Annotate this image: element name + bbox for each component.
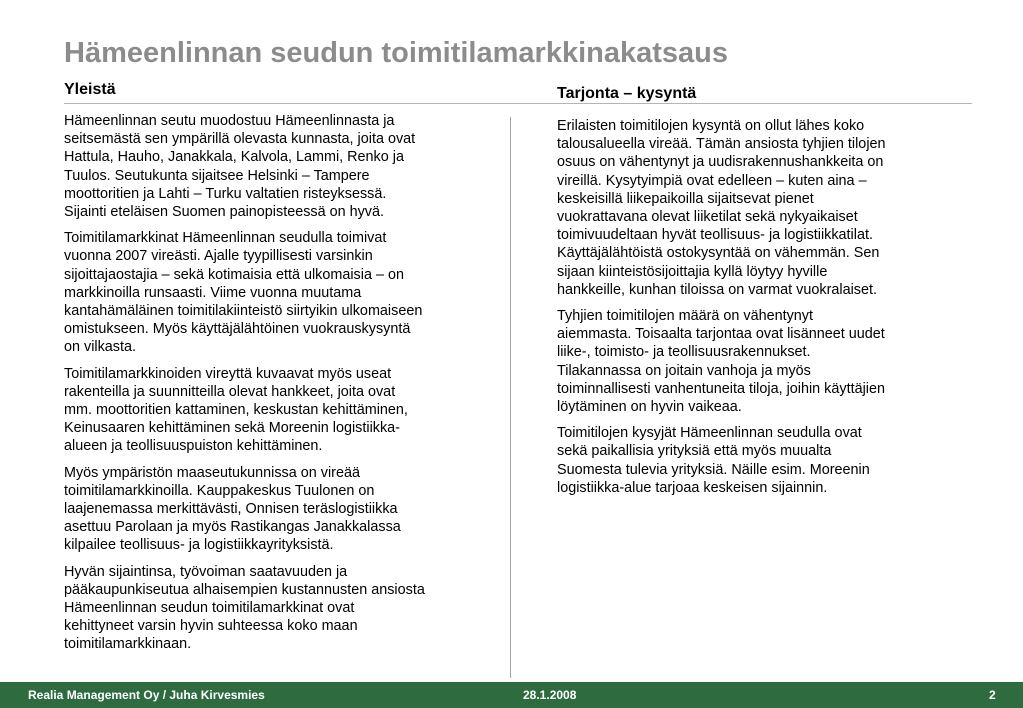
text-line: alueen ja teollisuuspuiston kehittäminen. xyxy=(64,438,323,455)
text-line: omistukseen. Myös käyttäjälähtöinen vuokrauskysyntä xyxy=(64,321,411,338)
text-line: Erilaisten toimitilojen kysyntä on ollut lähes koko xyxy=(557,118,865,134)
text-line: kehittyneet varsin hyvin suhteessa koko maan xyxy=(64,618,358,635)
footer-date: 28.1.2008 xyxy=(523,688,577,702)
heading-rule xyxy=(64,103,972,104)
text-line: toimitilamarkkinoilla. Kauppakeskus Tuulonen on xyxy=(64,482,375,499)
text-line: toimitilamarkkinaan. xyxy=(64,636,192,653)
text-line: rakenteilla ja suunnitteilla olevat hankkeet, joita ovat xyxy=(64,383,396,400)
paragraph xyxy=(557,424,957,497)
paragraph xyxy=(64,112,504,221)
text-line: sijaan kiinteistösijoittajia kyllä löytyy hyville xyxy=(557,263,828,280)
text-line: sijoittajaostajia – sekä kotimaisia että ulkomaisia – on xyxy=(64,266,404,283)
paragraph xyxy=(557,307,957,416)
text-line: kilpailee teollisuus- ja logistiikkayrityksistä. xyxy=(64,537,334,554)
text-line: Hämeenlinnan seudun toimitilamarkkinat ovat xyxy=(64,600,355,617)
text-line: mm. moottoritien kattaminen, keskustan kehittäminen, xyxy=(64,402,408,419)
text-line: markkinoilla runsaasti. Viime vuonna muutama xyxy=(64,284,362,301)
text-line: vireillä. Kysytyimpiä ovat edelleen – kuten aina – xyxy=(557,172,867,189)
text-line: toiminnallisesti vanhentuneita tiloja, joihin käyttäjien xyxy=(557,380,885,397)
text-line: Toimitilamarkkinat Hämeenlinnan seudulla toimivat xyxy=(64,230,387,247)
paragraph xyxy=(64,229,504,356)
text-line: pääkaupunkiseutua alhaisempien kustannusten ansiosta xyxy=(64,581,425,598)
paragraph xyxy=(557,117,957,299)
text-line: sekä paikallisia yrityksiä että myös muualta xyxy=(557,443,832,460)
page-number: 2 xyxy=(989,688,996,702)
text-line: Käyttäjälähtöistä ostokysyntää on vähemmän. Sen xyxy=(557,245,880,262)
paragraph xyxy=(64,464,504,555)
text-line: osuus on vähentynyt ja uudisrakennushankkeita on xyxy=(557,154,884,171)
slide-title: Hämeenlinnan seudun toimitilamarkkinakatsaus xyxy=(64,37,728,69)
text-line: laajenemassa merkittävästi, Onnisen teräslogistiikka xyxy=(64,501,398,518)
text-line: vuokrattavana olevat liiketilat sekä nykyaikaiset xyxy=(557,209,858,226)
text-line: liike-, toimisto- ja teollisuusrakennukset. xyxy=(557,344,811,361)
right-column xyxy=(557,117,957,505)
paragraph xyxy=(64,365,504,456)
text-line: Sijainti eteläisen Suomen painopisteessä on hyvä. xyxy=(64,204,384,221)
footer-author: Realia Management Oy / Juha Kirvesmies xyxy=(28,688,265,702)
text-line: seitsemästä sen ympärillä olevasta kunnasta, joita ovat xyxy=(64,131,416,148)
text-line: logistiikka-alue tarjoaa keskeisen sijainnin. xyxy=(557,479,828,496)
text-line: on vilkasta. xyxy=(64,339,136,356)
footer-bar xyxy=(0,682,1023,708)
text-line: Tuulos. Seutukunta sijaitsee Helsinki – Tampere xyxy=(64,167,370,184)
text-line: asettuu Parolaan ja myös Rastikangas Janakkalassa xyxy=(64,519,401,536)
text-line: hankkeille, kunhan tiloissa on varmat vuokralaiset. xyxy=(557,281,877,298)
text-line: Tyhjien toimitilojen määrä on vähentynyt xyxy=(557,308,813,325)
left-column xyxy=(64,112,504,662)
text-line: löytäminen on hyvin vaikeaa. xyxy=(557,399,742,416)
text-line: moottoritien ja Lahti – Turku valtatien risteyksessä. xyxy=(64,185,387,202)
column-divider xyxy=(510,117,511,678)
text-line: Hattula, Hauho, Janakkala, Kalvola, Lammi, Renko ja xyxy=(64,149,404,166)
text-line: Toimitilojen kysyjät Hämeenlinnan seudulla ovat xyxy=(557,425,862,442)
text-line: aiemmasta. Toisaalta tarjontaa ovat lisänneet uudet xyxy=(557,326,885,343)
paragraph xyxy=(64,563,504,654)
text-line: Toimitilamarkkinoiden vireyttä kuvaavat myös useat xyxy=(64,365,392,382)
text-line: talousalueella vireää. Tämän ansiosta tyhjien tilojen xyxy=(557,136,886,153)
text-line: Hämeenlinnan seutu muodostuu Hämeenlinnasta ja xyxy=(64,113,395,129)
text-line: vuonna 2007 vireästi. Ajalle tyypillisesti varsinkin xyxy=(64,248,373,265)
text-line: kantahämäläinen toimitilakiinteistö siirtyikin ulkomaiseen xyxy=(64,303,423,320)
text-line: Hyvän sijaintinsa, työvoiman saatavuuden ja xyxy=(64,563,348,580)
text-line: Keinusaaren kehittäminen sekä Moreenin logistiikka- xyxy=(64,420,400,437)
text-line: Suomesta tulevia yrityksiä. Näille esim. Moreenin xyxy=(557,461,870,478)
text-line: toimivuudeltaan hyvät teollisuus- ja logistiikkatilat. xyxy=(557,227,873,244)
section-heading-tarjonta-kysynta: Tarjonta – kysyntä xyxy=(557,85,697,102)
text-line: Tilakannassa on joitain vanhoja ja myös xyxy=(557,362,811,379)
text-line: keskeisillä liikepaikoilla sijaitsevat pienet xyxy=(557,190,814,207)
section-heading-yleista: Yleistä xyxy=(64,81,116,98)
text-line: Myös ympäristön maaseutukunnissa on vireää xyxy=(64,464,360,481)
